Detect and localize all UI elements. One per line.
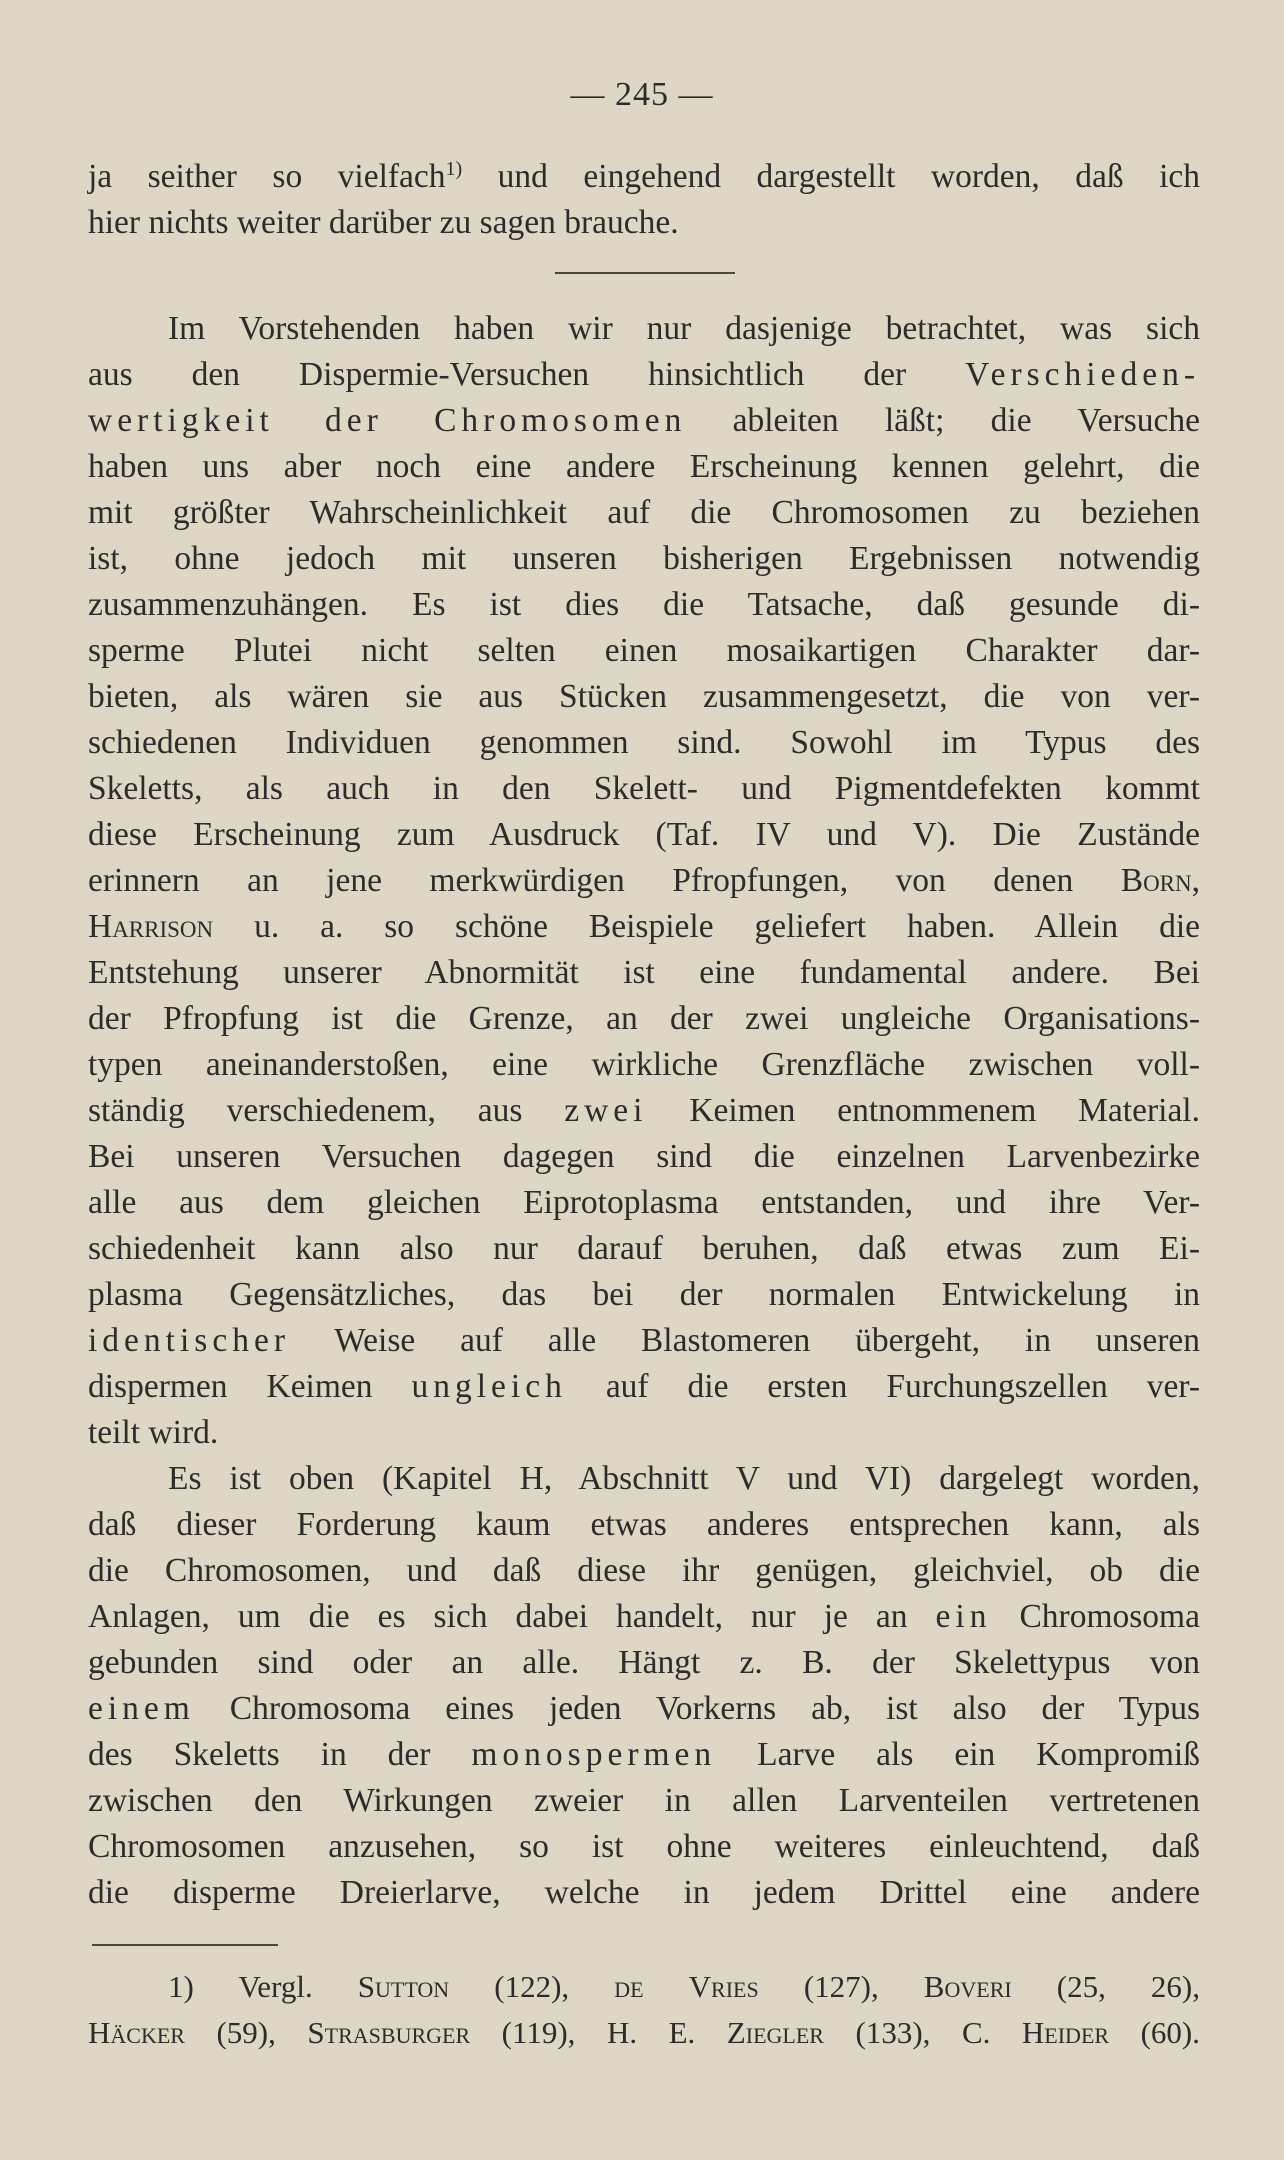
text-line — [88, 154, 1200, 200]
author-name: Sutton — [357, 1969, 450, 2004]
author-name: Boveri — [923, 1969, 1012, 2004]
spaced-emphasis: zwei — [564, 1092, 648, 1129]
text-span: Anlagen, um die es sich dabei handelt, nur je an — [88, 1598, 936, 1635]
author-name: Ziegler — [726, 2015, 824, 2050]
main-text — [88, 306, 1200, 1916]
text-line: schiedenen Individuen genommen sind. Sowohl im Typus des — [88, 724, 1200, 761]
text-span: Chromosoma eines jeden Vorkerns ab, ist also der Typus — [194, 1690, 1200, 1727]
text-line: alle aus dem gleichen Eiprotoplasma entstanden, und ihre Ver- — [88, 1184, 1200, 1221]
text-line — [88, 1364, 1200, 1410]
text-line: die Chromosomen, und daß diese ihr genügen, gleichviel, ob die — [88, 1552, 1200, 1589]
text-span: Larve als ein Kompromiß — [716, 1736, 1200, 1773]
text-line — [88, 904, 1200, 950]
text-span: (25, 26), — [1011, 1969, 1200, 2004]
spaced-emphasis: ungleich — [411, 1368, 567, 1405]
author-name: Harrison — [88, 908, 214, 945]
text-line: die disperme Dreierlarve, welche in jedem Drittel eine andere — [88, 1874, 1200, 1911]
text-span: (59), — [184, 2015, 308, 2050]
text-line: Chromosomen anzusehen, so ist ohne weiteres einleuchtend, daß — [88, 1828, 1200, 1865]
text-line: teilt wird. — [88, 1414, 219, 1451]
text-span: (133), C. — [823, 2015, 1022, 2050]
footnote-divider — [92, 1944, 278, 1946]
text-span: Keimen entnommenem Material. — [647, 1092, 1200, 1129]
text-line — [88, 858, 1200, 904]
author-name: Heider — [1021, 2015, 1110, 2050]
spaced-emphasis: monospermen — [471, 1736, 717, 1773]
text-span: ja seither so vielfach — [88, 158, 446, 195]
text-line: hier nichts weiter darüber zu sagen brauche. — [88, 204, 679, 241]
text-span: auf die ersten Furchungszellen ver- — [566, 1368, 1200, 1405]
text-line: Bei unseren Versuchen dagegen sind die einzelnen Larvenbezirke — [88, 1138, 1200, 1175]
text-line: typen aneinanderstoßen, eine wirkliche Grenzfläche zwischen voll- — [88, 1046, 1200, 1083]
section-divider — [555, 272, 735, 274]
text-span: ableiten läßt; die Versuche — [686, 402, 1200, 439]
text-span: erinnern an jene merkwürdigen Pfropfungen, von denen — [88, 862, 1121, 899]
text-line: Entstehung unserer Abnormität ist eine fundamental andere. Bei — [88, 954, 1200, 991]
text-line — [88, 1594, 1200, 1640]
author-name: Born, — [1120, 862, 1200, 899]
text-line: plasma Gegensätzliches, das bei der normalen Entwickelung in — [88, 1276, 1200, 1313]
text-line: Skeletts, als auch in den Skelett- und Pigmentdefekten kommt — [88, 770, 1200, 807]
footnote-marker: 1) — [445, 158, 463, 180]
author-name: Strasburger — [307, 2015, 471, 2050]
footnote-line — [88, 1964, 1200, 2010]
text-span: (127), — [758, 1969, 924, 2004]
text-span: ständig verschiedenem, aus — [88, 1092, 565, 1129]
spaced-emphasis: wertigkeit der Chromosomen — [88, 402, 687, 439]
text-span: (119), H. E. — [470, 2015, 727, 2050]
footnote-line — [88, 2010, 1200, 2056]
text-line: ist, ohne jedoch mit unseren bisherigen Ergebnissen notwendig — [88, 540, 1200, 577]
text-line: haben uns aber noch eine andere Erscheinung kennen gelehrt, die — [88, 448, 1200, 485]
text-span: (60). — [1109, 2015, 1200, 2050]
text-span: u. a. so schöne Beispiele geliefert haben. Allein die — [213, 908, 1200, 945]
text-line: zusammenzuhängen. Es ist dies die Tatsache, daß gesunde di- — [88, 586, 1200, 623]
spaced-emphasis: Verschieden- — [965, 356, 1200, 393]
text-line: sperme Plutei nicht selten einen mosaikartigen Charakter dar- — [88, 632, 1200, 669]
text-line: Im Vorstehenden haben wir nur dasjenige betrachtet, was sich — [168, 310, 1200, 347]
text-line — [88, 1088, 1200, 1134]
footnote — [88, 1964, 1200, 2056]
text-span: des Skeletts in der — [88, 1736, 472, 1773]
text-line: Es ist oben (Kapitel H, Abschnitt V und VI) dargelegt worden, — [168, 1460, 1200, 1497]
spaced-emphasis: ein — [935, 1598, 992, 1635]
text-line — [88, 398, 1200, 444]
text-span: Chromosoma — [991, 1598, 1200, 1635]
text-line: bieten, als wären sie aus Stücken zusammengesetzt, die von ver- — [88, 678, 1200, 715]
author-name: Vries — [688, 1969, 759, 2004]
text-line: diese Erscheinung zum Ausdruck (Taf. IV und V). Die Zustände — [88, 816, 1200, 853]
text-line: daß dieser Forderung kaum etwas anderes entsprechen kann, als — [88, 1506, 1200, 1543]
text-span: und eingehend dargestellt worden, daß ich — [462, 158, 1200, 195]
author-name: Häcker — [88, 2015, 185, 2050]
spaced-emphasis: identischer — [88, 1322, 290, 1359]
page-number: — 245 — — [570, 76, 714, 113]
text-span: Weise auf alle Blastomeren übergeht, in unseren — [289, 1322, 1200, 1359]
text-line — [88, 1686, 1200, 1732]
text-span: (122), — [449, 1969, 615, 2004]
text-line — [88, 1318, 1200, 1364]
paragraph-continuation — [88, 154, 1200, 246]
text-line: zwischen den Wirkungen zweier in allen Larventeilen vertretenen — [88, 1782, 1200, 1819]
text-span: aus den Dispermie-Versuchen hinsichtlich der — [88, 356, 966, 393]
text-line — [88, 352, 1200, 398]
text-line — [88, 1732, 1200, 1778]
text-span: Vergl. — [238, 1969, 313, 2004]
text-line: mit größter Wahrscheinlichkeit auf die Chromosomen zu beziehen — [88, 494, 1200, 531]
footnote-number: 1) — [168, 1969, 194, 2004]
text-line: gebunden sind oder an alle. Hängt z. B. der Skelettypus von — [88, 1644, 1200, 1681]
spaced-emphasis: einem — [88, 1690, 195, 1727]
text-span: dispermen Keimen — [88, 1368, 412, 1405]
text-line: schiedenheit kann also nur darauf beruhen, daß etwas zum Ei- — [88, 1230, 1200, 1267]
author-prefix: de — [614, 1969, 644, 2004]
text-line: der Pfropfung ist die Grenze, an der zwei ungleiche Organisations- — [88, 1000, 1200, 1037]
